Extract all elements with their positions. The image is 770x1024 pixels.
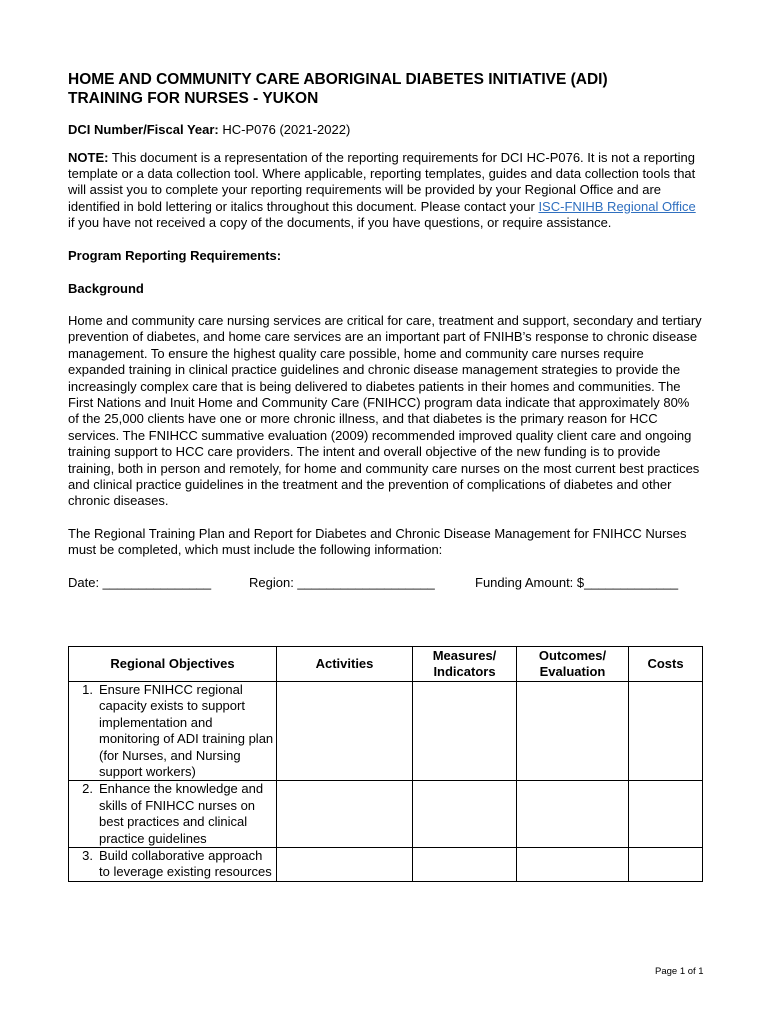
title-line-1: HOME AND COMMUNITY CARE ABORIGINAL DIABETES INITIATIVE (ADI) <box>68 71 608 88</box>
table-row <box>69 781 703 848</box>
objective-text: Ensure FNIHCC regional capacity exists to support implementation and monitoring of ADI training plan (for Nurses, and Nursing support workers) <box>99 682 274 780</box>
table-header-row <box>69 647 703 682</box>
plan-fields <box>68 574 702 591</box>
costs-cell[interactable] <box>629 682 703 781</box>
objective-text: Enhance the knowledge and skills of FNIHCC nurses on best practices and clinical practice guidelines <box>99 781 264 846</box>
region-field[interactable]: Region: ___________________ <box>249 574 435 590</box>
document-body <box>68 70 702 591</box>
note-label: NOTE: <box>68 150 109 165</box>
objective-cell <box>69 848 277 882</box>
outcomes-cell[interactable] <box>517 848 629 882</box>
regional-office-link[interactable]: ISC-FNIHB Regional Office <box>538 198 696 214</box>
activities-cell[interactable] <box>277 848 413 882</box>
objective-cell <box>69 781 277 848</box>
costs-cell[interactable] <box>629 848 703 882</box>
objective-number: 2. <box>82 781 93 797</box>
background-heading: Background <box>68 281 144 297</box>
table-row <box>69 848 703 882</box>
header-regional-objectives: Regional Objectives <box>69 647 277 682</box>
measures-cell[interactable] <box>413 682 517 781</box>
note-paragraph <box>68 150 702 231</box>
funding-amount-field[interactable]: Funding Amount: $_____________ <box>475 574 679 590</box>
header-outcomes-line-2: Evaluation <box>539 664 606 679</box>
fiscal-year-label: DCI Number/Fiscal Year: <box>68 122 219 137</box>
objective-item <box>69 682 276 780</box>
header-measures-indicators <box>413 647 517 682</box>
measures-cell[interactable] <box>413 781 517 848</box>
title-line-2: TRAINING FOR NURSES - YUKON <box>68 90 319 107</box>
document-title <box>68 70 702 108</box>
objective-text: Build collaborative approach to leverage existing resources <box>99 848 272 880</box>
date-field[interactable]: Date: _______________ <box>68 574 212 590</box>
objective-item <box>69 848 276 881</box>
header-activities: Activities <box>277 647 413 682</box>
activities-cell[interactable] <box>277 682 413 781</box>
table-row <box>69 682 703 781</box>
note-text-after-link: if you have not received a copy of the documents, if you have questions, or require assistance. <box>68 214 612 230</box>
measures-cell[interactable] <box>413 848 517 882</box>
costs-cell[interactable] <box>629 781 703 848</box>
objective-number: 1. <box>82 682 93 697</box>
outcomes-cell[interactable] <box>517 682 629 781</box>
header-costs: Costs <box>629 647 703 682</box>
plan-paragraph: The Regional Training Plan and Report for Diabetes and Chronic Disease Management for FNIHCC Nurses must be completed, which must include the following information: <box>68 525 687 558</box>
objectives-table <box>68 646 703 882</box>
header-outcomes-evaluation <box>517 647 629 682</box>
header-measures-line-2: Indicators <box>433 664 496 679</box>
activities-cell[interactable] <box>277 781 413 848</box>
background-paragraph: Home and community care nursing services are critical for care, treatment and support, secondary and tertiary prevention of diabetes, and home care services are an important part of FNIHB’s response to chronic disease management. To ensure the highest quality care possible, home and community care nurses require expanded training in clinical practice guidelines and chronic disease management strategies to provide the increasingly complex care that is being delivered to diabetes patients in their homes and communities. The First Nations and Inuit Home and Community Care (FNIHCC) program data indicate that approximately 80% of the 25,000 clients have one or more chronic illness, and that diabetes is the primary reason for HCC services. The FNIHCC summative evaluation (2009) recommended improved quality client care and ongoing training support to HCC care providers. The intent and overall objective of the new funding is to provide training, both in person and remotely, for home and community care nurses on the most current best practices and clinical practice guidelines in the treatment and the prevention of complications of diabetes and other chronic diseases. <box>68 313 702 509</box>
objective-number: 3. <box>82 848 93 864</box>
note-text-before-link: This document is a representation of the reporting requirements for DCI HC-P076. It is not a reporting template or a data collection tool. Where applicable, reporting templates, guides and data collection tools that will assist you to complete your reporting requirements will be provided by your Regional Office and are identified in bold lettering or italics throughout this document. Please contact your <box>68 150 696 214</box>
fiscal-year-line <box>68 121 702 138</box>
header-outcomes-line-1: Outcomes/ <box>538 648 607 663</box>
program-reporting-heading: Program Reporting Requirements: <box>68 248 282 264</box>
header-measures-line-1: Measures/ <box>432 648 497 663</box>
outcomes-cell[interactable] <box>517 781 629 848</box>
objective-cell <box>69 682 277 781</box>
fiscal-year-value: HC-P076 (2021-2022) <box>218 122 351 137</box>
page-number: Page 1 of 1 <box>655 966 704 977</box>
objective-item <box>69 781 276 847</box>
